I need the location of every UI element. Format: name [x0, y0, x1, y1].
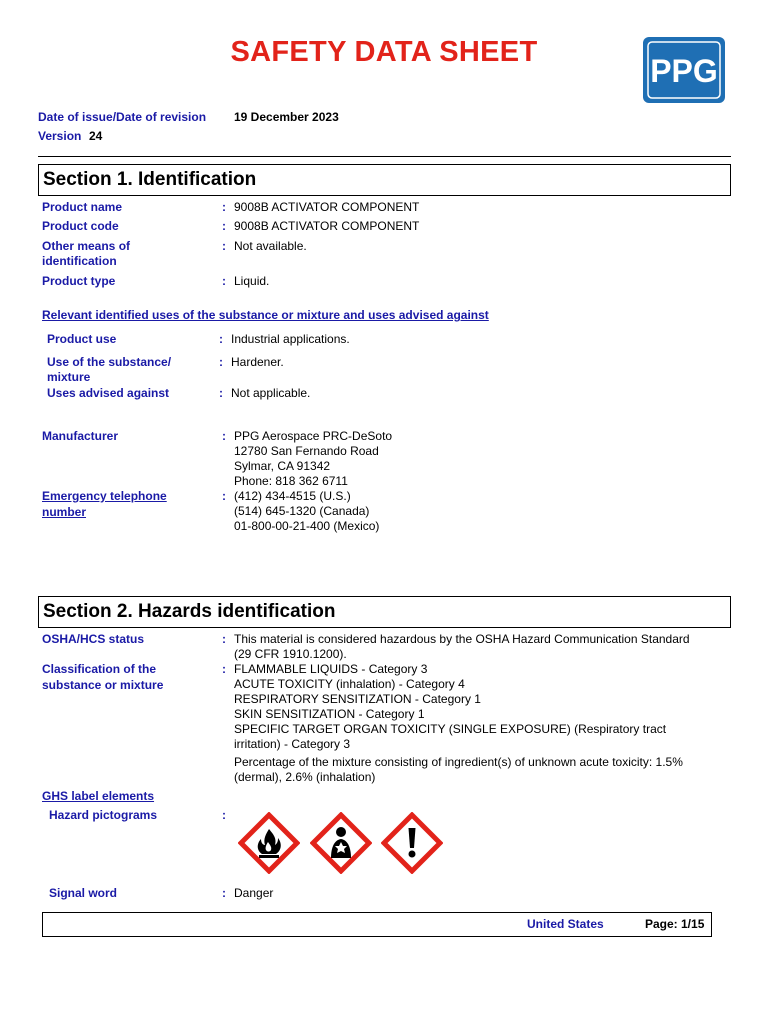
section-2-title: Section 2. Hazards identification — [43, 601, 336, 622]
classification-label-line2: substance or mixture — [42, 678, 164, 692]
footer-page-number: Page: 1/15 — [645, 917, 705, 931]
osha-status-line: This material is considered hazardous by the OSHA Hazard Communication Standard — [234, 632, 690, 646]
osha-status-line: (29 CFR 1910.1200). — [234, 647, 347, 661]
colon: : — [222, 886, 226, 900]
version-value: 24 — [89, 129, 103, 143]
manufacturer-label: Manufacturer — [42, 429, 119, 443]
manufacturer-line: Phone: 818 362 6711 — [234, 474, 348, 488]
use-substance-label-line1: Use of the substance/ — [47, 355, 172, 369]
date-of-issue-value: 19 December 2023 — [234, 110, 339, 124]
product-use-label: Product use — [47, 332, 117, 346]
hazard-pictograms-label: Hazard pictograms — [49, 808, 158, 822]
health-hazard-pictogram-icon — [310, 812, 372, 874]
signal-word-value: Danger — [234, 886, 274, 900]
colon: : — [222, 200, 226, 214]
section-1-header — [38, 164, 731, 196]
colon: : — [222, 662, 226, 676]
product-code-value: 9008B ACTIVATOR COMPONENT — [234, 219, 420, 233]
emergency-telephone-label-line2[interactable]: number — [42, 505, 87, 519]
ppg-logo — [643, 37, 725, 103]
classification-line: RESPIRATORY SENSITIZATION - Category 1 — [234, 692, 481, 706]
classification-label-line1: Classification of the — [42, 662, 157, 676]
document-title: SAFETY DATA SHEET — [230, 36, 538, 68]
footer-country: United States — [527, 917, 604, 931]
relevant-uses-heading[interactable]: Relevant identified uses of the substance or mixture and uses advised against — [42, 308, 489, 322]
classification-line: SPECIFIC TARGET ORGAN TOXICITY (SINGLE EXPOSURE) (Respiratory tract — [234, 722, 667, 736]
colon: : — [219, 386, 223, 400]
date-of-issue-label: Date of issue/Date of revision — [38, 110, 207, 124]
colon: : — [222, 808, 226, 822]
section-2-header — [38, 596, 731, 628]
product-name-value: 9008B ACTIVATOR COMPONENT — [234, 200, 420, 214]
manufacturer-line: PPG Aerospace PRC-DeSoto — [234, 429, 393, 443]
other-means-label-line1: Other means of — [42, 239, 131, 253]
colon: : — [219, 332, 223, 346]
colon: : — [222, 489, 226, 503]
colon: : — [222, 219, 226, 233]
product-type-value: Liquid. — [234, 274, 270, 288]
classification-line: FLAMMABLE LIQUIDS - Category 3 — [234, 662, 428, 676]
ghs-label-elements-heading[interactable]: GHS label elements — [42, 789, 155, 803]
section-1-title: Section 1. Identification — [43, 169, 257, 190]
manufacturer-line: 12780 San Fernando Road — [234, 444, 379, 458]
page-footer — [42, 912, 712, 937]
classification-line: SKIN SENSITIZATION - Category 1 — [234, 707, 425, 721]
emergency-line: (412) 434-4515 (U.S.) — [234, 489, 351, 503]
osha-status-label: OSHA/HCS status — [42, 632, 145, 646]
colon: : — [219, 355, 223, 369]
exclamation-pictogram-icon — [381, 812, 443, 874]
other-means-label-line2: identification — [42, 254, 117, 268]
uses-advised-label: Uses advised against — [47, 386, 170, 400]
percentage-line: Percentage of the mixture consisting of ingredient(s) of unknown acute toxicity: 1.5% — [234, 755, 683, 769]
emergency-line: (514) 645-1320 (Canada) — [234, 504, 370, 518]
colon: : — [222, 632, 226, 646]
emergency-line: 01-800-00-21-400 (Mexico) — [234, 519, 380, 533]
version-label: Version — [38, 129, 82, 143]
flame-pictogram-icon — [238, 812, 300, 874]
colon: : — [222, 429, 226, 443]
svg-text:PPG: PPG — [650, 53, 718, 89]
product-use-value: Industrial applications. — [231, 332, 350, 346]
product-name-label: Product name — [42, 200, 123, 214]
emergency-telephone-label-line1[interactable]: Emergency telephone — [42, 489, 167, 503]
classification-line: irritation) - Category 3 — [234, 737, 351, 751]
signal-word-label: Signal word — [49, 886, 118, 900]
uses-advised-value: Not applicable. — [231, 386, 311, 400]
colon: : — [222, 239, 226, 253]
manufacturer-line: Sylmar, CA 91342 — [234, 459, 331, 473]
percentage-line: (dermal), 2.6% (inhalation) — [234, 770, 376, 784]
other-means-value: Not available. — [234, 239, 307, 253]
product-type-label: Product type — [42, 274, 116, 288]
use-substance-label-line2: mixture — [47, 370, 91, 384]
product-code-label: Product code — [42, 219, 119, 233]
colon: : — [222, 274, 226, 288]
classification-line: ACUTE TOXICITY (inhalation) - Category 4 — [234, 677, 465, 691]
use-substance-value: Hardener. — [231, 355, 284, 369]
header-divider — [38, 156, 731, 157]
